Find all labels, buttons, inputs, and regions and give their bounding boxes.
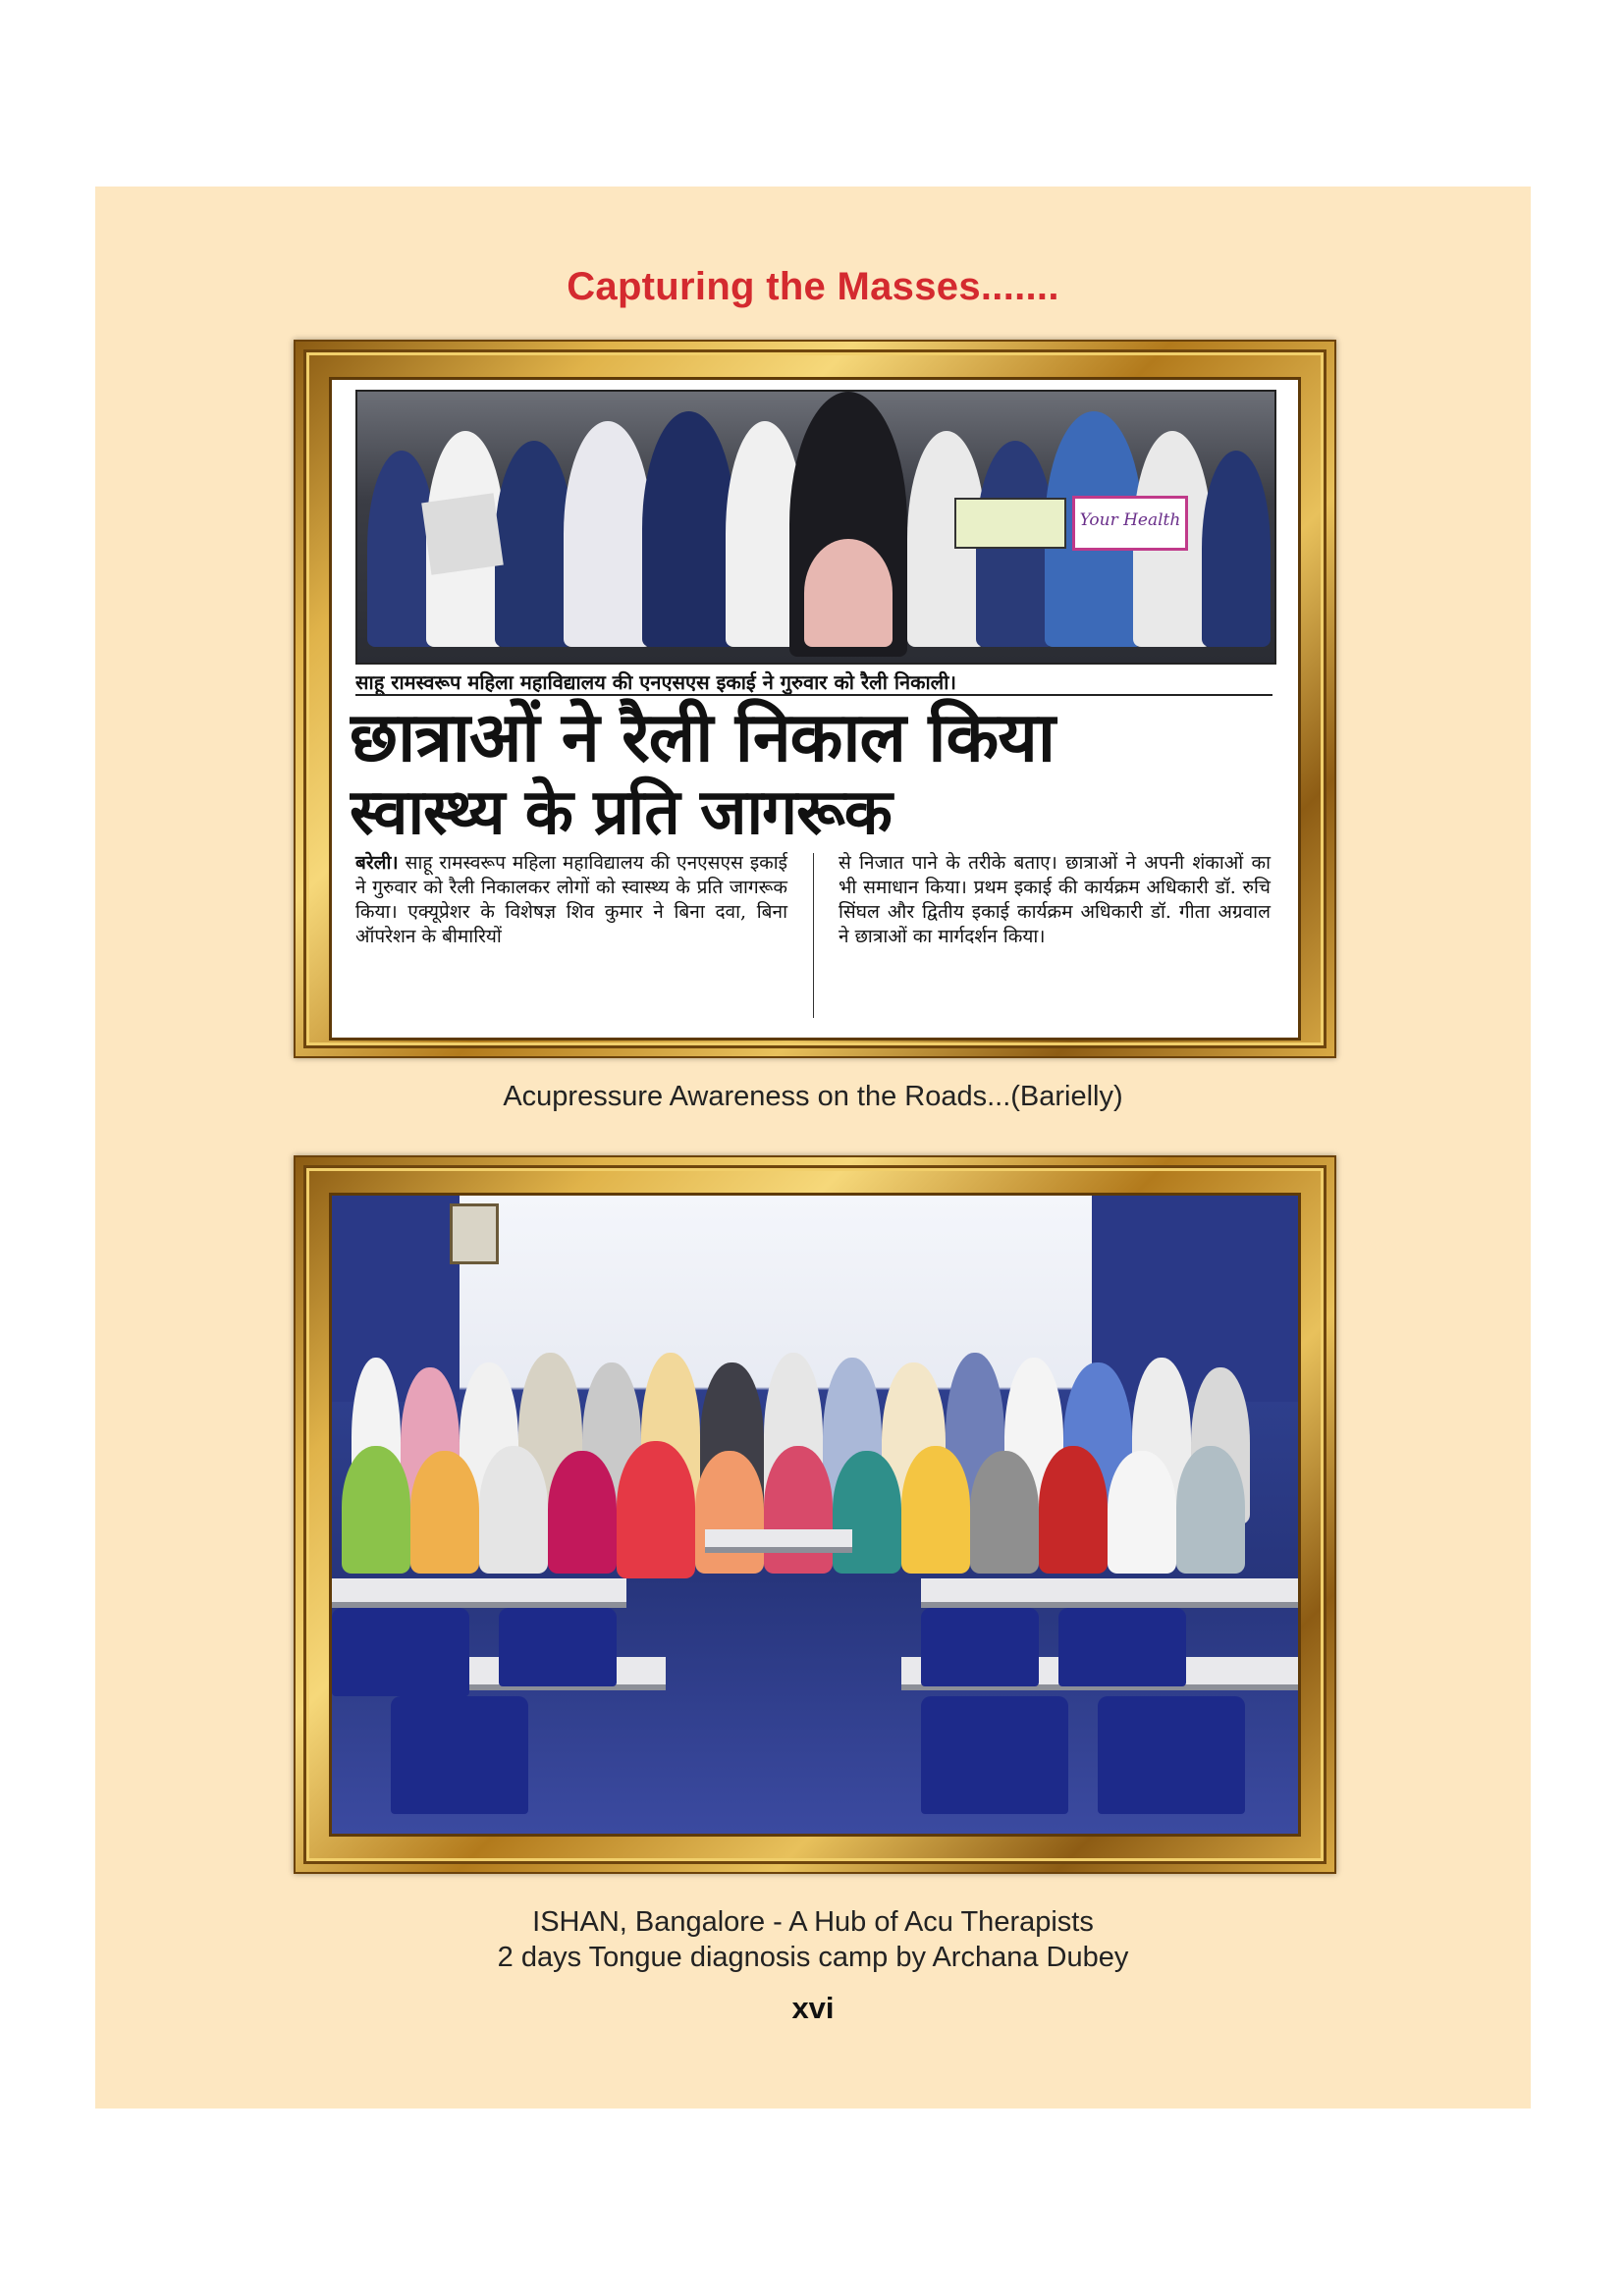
person xyxy=(1108,1451,1176,1574)
article-text-1: साहू रामस्वरूप महिला महाविद्यालय की एनएसएस इकाई ने गुरुवार को रैली निकालकर लोगों को स्वास्थ्य के प्रति जागरूक किया। एक्यूप्रेशर के विशेषज्ञ शिव कुमार ने बिना दवा, बिना ऑपरेशन के बीमारियों xyxy=(355,852,788,947)
article-column-2: से निजात पाने के तरीके बताए। छात्राओं ने अपनी शंकाओं का भी समाधान किया। प्रथम इकाई की कार्यक्रम अधिकारी डॉ. रुचि सिंघल और द्वितीय इकाई कार्यक्रम अधिकारी डॉ. गीता अग्रवाल ने छात्राओं का मार्गदर्शन किया। xyxy=(839,852,1271,947)
chair xyxy=(332,1608,469,1696)
chair xyxy=(499,1608,617,1686)
person xyxy=(548,1451,617,1574)
page-title: Capturing the Masses....... xyxy=(567,265,1059,308)
rally-photo xyxy=(355,390,1276,665)
person xyxy=(970,1451,1039,1574)
article-column-1 xyxy=(355,851,787,949)
gold-frame-group xyxy=(294,1155,1336,1874)
dateline: बरेली। xyxy=(355,852,399,874)
student-figure xyxy=(642,411,735,647)
person xyxy=(342,1446,410,1574)
person xyxy=(1176,1446,1245,1574)
group-photo xyxy=(332,1196,1298,1834)
student-figure xyxy=(1202,451,1271,647)
column-divider xyxy=(813,853,814,1018)
photo-caption: साहू रामस्वरूप महिला महाविद्यालय की एनएसएस इकाई ने गुरुवार को रैली निकाली। xyxy=(355,670,956,694)
student-figure xyxy=(564,421,652,647)
person xyxy=(479,1446,548,1574)
rally-caption: Acupressure Awareness on the Roads...(Barielly) xyxy=(503,1081,1123,1112)
headline-line-1: छात्राओं ने रैली निकाल किया xyxy=(350,697,1056,777)
page-panel xyxy=(95,187,1531,2109)
chair xyxy=(1058,1608,1186,1686)
group-caption-line-2: 2 days Tongue diagnosis camp by Archana Dubey xyxy=(497,1942,1129,1973)
group-caption xyxy=(95,1904,1531,1975)
teacher-skirt xyxy=(804,539,893,647)
headline-line-2: स्वास्थ्य के प्रति जागरूक xyxy=(350,776,892,849)
newspaper-clipping xyxy=(332,380,1298,1038)
person xyxy=(833,1451,901,1574)
page-number: xvi xyxy=(791,1991,835,2025)
gold-frame-newspaper xyxy=(294,340,1336,1058)
placard xyxy=(421,493,504,575)
student-figure xyxy=(495,441,573,647)
curtain-right xyxy=(1092,1196,1298,1402)
person xyxy=(695,1451,764,1574)
wall-portrait xyxy=(450,1203,499,1264)
chair xyxy=(391,1696,528,1814)
person xyxy=(1039,1446,1108,1574)
desk xyxy=(921,1578,1298,1608)
person xyxy=(410,1451,479,1574)
person xyxy=(901,1446,970,1574)
person xyxy=(764,1446,833,1574)
desk xyxy=(705,1529,852,1553)
placard xyxy=(954,498,1066,549)
chair xyxy=(921,1608,1039,1686)
person xyxy=(617,1441,695,1578)
desk xyxy=(332,1578,626,1608)
chair xyxy=(1098,1696,1245,1814)
group-caption-line-1: ISHAN, Bangalore - A Hub of Acu Therapists xyxy=(532,1906,1094,1938)
placard-health: Your Health xyxy=(1072,496,1188,551)
chair xyxy=(921,1696,1068,1814)
